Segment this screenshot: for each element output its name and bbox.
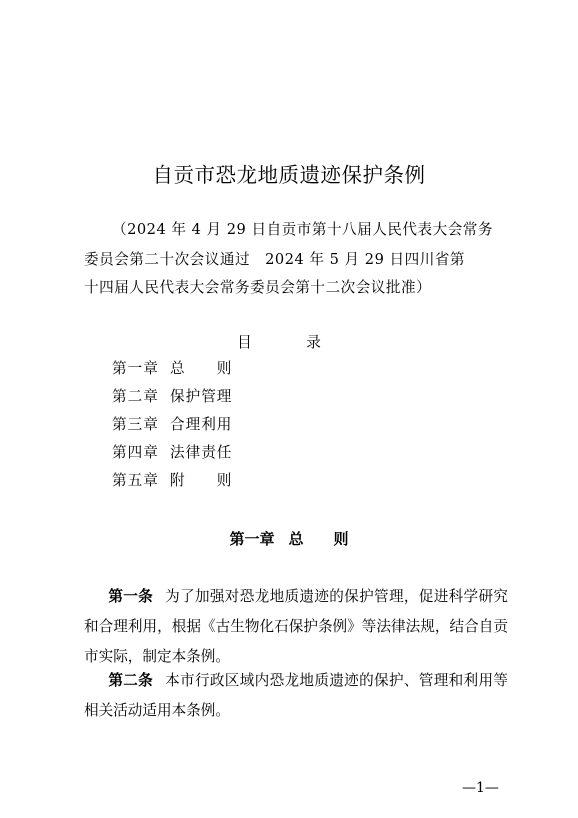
toc-item-name: 保护管理 [170, 388, 233, 405]
toc-item-name: 法律责任 [170, 444, 233, 461]
toc-item [112, 414, 232, 442]
article-text: 本市行政区域内恐龙地质遗迹的保护、管理和利用等相关活动适用本条例。 [84, 672, 508, 719]
article-number: 第一条 [108, 588, 154, 605]
article-1 [84, 582, 508, 672]
toc-item-name: 总 则 [170, 360, 233, 377]
toc-item [112, 442, 232, 470]
toc-item-name: 附 则 [170, 472, 233, 489]
toc-item-number: 第二章 [112, 388, 159, 405]
page-number: —1— [462, 780, 499, 796]
toc-item [112, 386, 232, 414]
toc-item-name: 合理利用 [170, 416, 233, 433]
table-of-contents [112, 358, 232, 498]
toc-item [112, 470, 232, 498]
toc-heading [0, 331, 578, 352]
toc-item-number: 第三章 [112, 416, 159, 433]
article-number: 第二条 [108, 672, 154, 689]
document-title: 自贡市恐龙地质遗迹保护条例 [152, 163, 426, 187]
toc-item-number: 第一章 [112, 360, 159, 377]
article-text: 为了加强对恐龙地质遗迹的保护管理，促进科学研究和合理利用，根据《古生物化石保护条例》等法律法规，结合自贡市实际，制定本条例。 [84, 588, 508, 665]
article-2 [84, 666, 508, 726]
chapter-number: 第一章 [229, 530, 275, 548]
toc-item-number: 第四章 [112, 444, 159, 461]
chapter-name: 总 则 [288, 530, 349, 548]
adoption-note-line-2: 委员会第二十次会议通过 2024 年 5 月 29 日四川省第 [84, 251, 465, 268]
adoption-note-line-1: （2024 年 4 月 29 日自贡市第十八届人民代表大会常务 [112, 221, 493, 238]
toc-item [112, 358, 232, 386]
toc-heading-text: 目 录 [237, 334, 341, 351]
adoption-note-line-3: 十四届人民代表大会常务委员会第十二次会议批准） [84, 279, 432, 296]
toc-item-number: 第五章 [112, 472, 159, 489]
chapter-heading [0, 528, 578, 549]
